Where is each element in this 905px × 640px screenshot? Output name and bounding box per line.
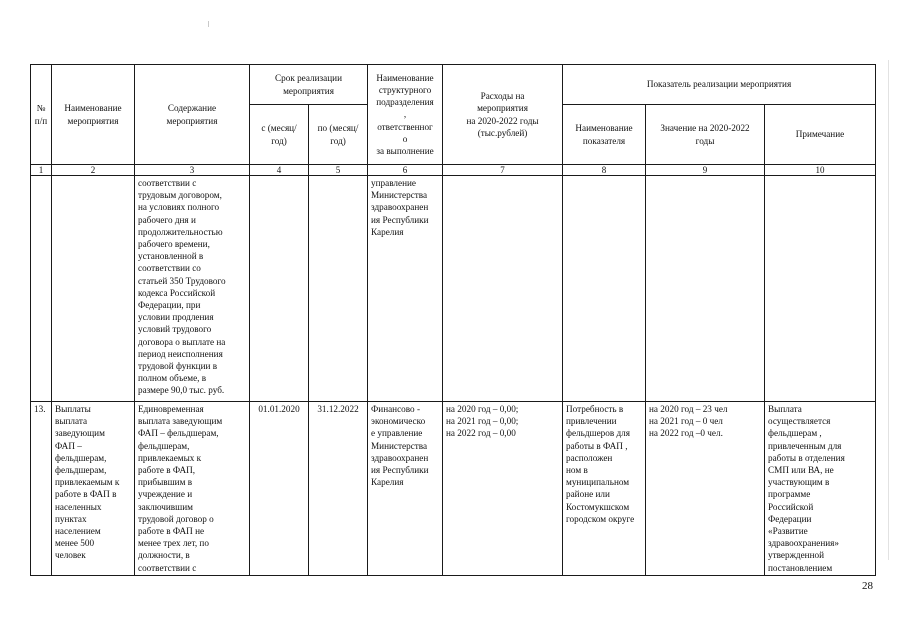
row-num: 13.: [31, 402, 52, 576]
col-note-header: Примечание: [765, 105, 876, 165]
row-from: [250, 176, 309, 402]
row-dept: Финансово - экономическо е управление Министерства здравоохранен ия Республики Карелия: [368, 402, 443, 576]
col-num-header: № п/п: [31, 65, 52, 165]
col-indicator-header: Показатель реализации мероприятия: [563, 65, 876, 105]
header-row-1: [31, 65, 876, 105]
column-number: 10: [765, 165, 876, 176]
column-number: 8: [563, 165, 646, 176]
col-ind-value-header: Значение на 2020-2022 годы: [646, 105, 765, 165]
col-dept-header: Наименование структурного подразделения , ответственног о за выполнение: [368, 65, 443, 165]
row-to: 31.12.2022: [309, 402, 368, 576]
row-expenses: [443, 176, 563, 402]
row-note: [765, 176, 876, 402]
row-dept: управление Министерства здравоохранен ия Республики Карелия: [368, 176, 443, 402]
column-number: 2: [52, 165, 135, 176]
scan-edge: [888, 60, 889, 560]
table-row: [31, 176, 876, 402]
column-number: 9: [646, 165, 765, 176]
row-num: [31, 176, 52, 402]
column-number: 3: [135, 165, 250, 176]
column-number: 1: [31, 165, 52, 176]
col-from-header: с (месяц/ год): [250, 105, 309, 165]
column-number-row: [31, 165, 876, 176]
row-to: [309, 176, 368, 402]
activities-table: [30, 64, 876, 576]
col-term-header: Срок реализации мероприятия: [250, 65, 368, 105]
row-ind-value: на 2020 год – 23 чел на 2021 год – 0 чел на 2022 год –0 чел.: [646, 402, 765, 576]
row-name: Выплаты выплата заведующим ФАП – фельдшерам, фельдшерам, привлекаемым к работе в ФАП в населенных пунктах населением менее 500 человек: [52, 402, 135, 576]
row-name: [52, 176, 135, 402]
row-note: Выплата осуществляется фельдшерам , привлеченным для работы в отделения СМП или ВА, не участвующим в программе Российской Федерации «Развитие здравоохранения» утвержденной постановлением: [765, 402, 876, 576]
row-from: 01.01.2020: [250, 402, 309, 576]
page-number: 28: [862, 580, 873, 592]
column-number: 4: [250, 165, 309, 176]
column-number: 5: [309, 165, 368, 176]
col-content-header: Содержание мероприятия: [135, 65, 250, 165]
column-number: 7: [443, 165, 563, 176]
row-expenses: на 2020 год – 0,00; на 2021 год – 0,00; на 2022 год – 0,00: [443, 402, 563, 576]
row-ind-name: [563, 176, 646, 402]
table-row: [31, 402, 876, 576]
column-number: 6: [368, 165, 443, 176]
col-to-header: по (месяц/ год): [309, 105, 368, 165]
row-ind-value: [646, 176, 765, 402]
col-expenses-header: Расходы на мероприятия на 2020-2022 годы (тыс.рублей): [443, 65, 563, 165]
col-name-header: Наименование мероприятия: [52, 65, 135, 165]
scan-mark: [208, 21, 209, 27]
row-ind-name: Потребность в привлечении фельдшеров для работы в ФАП , расположен ном в муниципальном районе или Костомукшском городском округе: [563, 402, 646, 576]
row-content: соответствии с трудовым договором, на условиях полного рабочего дня и продолжительностью рабочего времени, установленной в соответствии со статьей 350 Трудового кодекса Российской Федерации, при условии продления условий трудового договора о выплате на период неисполнения трудовой функции в полном объеме, в размере 90,0 тыс. руб.: [135, 176, 250, 402]
col-ind-name-header: Наименование показателя: [563, 105, 646, 165]
row-content: Единовременная выплата заведующим ФАП – фельдшерам, фельдшерам, привлекаемых к работе в ФАП, прибывшим в учреждение и заключившим трудовой договор о работе в ФАП не менее трех лет, по должности, в соответствии с: [135, 402, 250, 576]
